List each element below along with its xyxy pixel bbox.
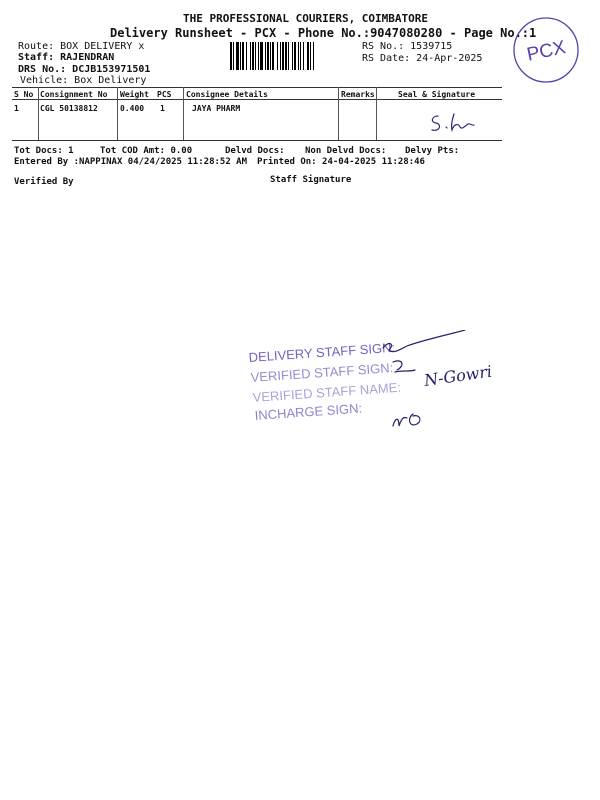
row-weight: 0.400 bbox=[120, 104, 145, 113]
row-pcs: 1 bbox=[160, 104, 165, 113]
table-col-divider bbox=[38, 87, 39, 140]
header-sno: S No bbox=[14, 90, 34, 99]
company-title: THE PROFESSIONAL COURIERS, COIMBATORE bbox=[183, 12, 429, 25]
header-seal: Seal & Signature bbox=[398, 90, 476, 99]
header-weight: Weight bbox=[120, 90, 149, 99]
table-col-divider bbox=[376, 87, 377, 140]
pcx-stamp bbox=[512, 16, 580, 84]
pcx-stamp-text: PCX bbox=[525, 37, 568, 66]
table-col-divider bbox=[183, 87, 184, 140]
row-sno: 1 bbox=[14, 104, 19, 113]
staff-signature-label: Staff Signature bbox=[270, 175, 352, 185]
stamp-delivery-staff-sign: DELIVERY STAFF SIGN: bbox=[248, 339, 396, 365]
tot-docs: Tot Docs: 1 bbox=[14, 146, 74, 156]
vehicle-text: Vehicle: Box Delivery bbox=[20, 75, 147, 86]
non-delvd-docs: Non Delvd Docs: bbox=[305, 146, 387, 156]
route-text: Route: BOX DELIVERY x bbox=[18, 41, 145, 52]
entered-by: Entered By :NAPPINAX 04/24/2025 11:28:52 AM bbox=[14, 157, 247, 167]
row-consignment: CGL 50138812 bbox=[40, 104, 98, 113]
table-header-border bbox=[12, 99, 502, 100]
drs-number: DRS No.: DCJB153971501 bbox=[18, 64, 151, 75]
delvy-pts: Delvy Pts: bbox=[405, 146, 460, 156]
handwritten-signature-2 bbox=[393, 361, 415, 372]
rs-date: RS Date: 24-Apr-2025 bbox=[362, 53, 483, 64]
table-col-divider bbox=[117, 87, 118, 140]
barcode-bar bbox=[314, 42, 315, 70]
table-bottom-border bbox=[12, 140, 502, 141]
delvd-docs: Delvd Docs: bbox=[225, 146, 285, 156]
printed-on: Printed On: 24-04-2025 11:28:46 bbox=[257, 157, 425, 167]
stamp-incharge-sign: INCHARGE SIGN: bbox=[254, 400, 363, 423]
rs-number: RS No.: 1539715 bbox=[362, 41, 453, 52]
runsheet-title: Delivery Runsheet - PCX - Phone No.:9047080280 - Page No.:1 bbox=[110, 26, 537, 40]
barcode bbox=[230, 42, 358, 70]
staff-text: Staff: RAJENDRAN bbox=[18, 52, 115, 63]
stamp-verified-staff-name: VERIFIED STAFF NAME: bbox=[252, 379, 402, 405]
verified-by: Verified By bbox=[14, 177, 74, 187]
handwritten-signature-1 bbox=[383, 330, 465, 352]
verification-stamp bbox=[243, 330, 523, 440]
tot-cod: Tot COD Amt: 0.00 bbox=[100, 146, 193, 156]
header-remarks: Remarks bbox=[341, 90, 375, 99]
header-pcs: PCS bbox=[157, 90, 172, 99]
table-col-divider bbox=[338, 87, 339, 140]
row-consignee: JAYA PHARM bbox=[192, 104, 241, 113]
handwritten-name: N-Gowri bbox=[422, 361, 494, 390]
handwritten-signature-3 bbox=[393, 414, 420, 426]
header-consignment: Consignment No bbox=[40, 90, 108, 99]
seal-signature bbox=[424, 110, 494, 136]
table-top-border bbox=[12, 87, 502, 88]
header-consignee: Consignee Details bbox=[186, 90, 268, 99]
stamp-verified-staff-sign: VERIFIED STAFF SIGN: bbox=[250, 360, 394, 385]
